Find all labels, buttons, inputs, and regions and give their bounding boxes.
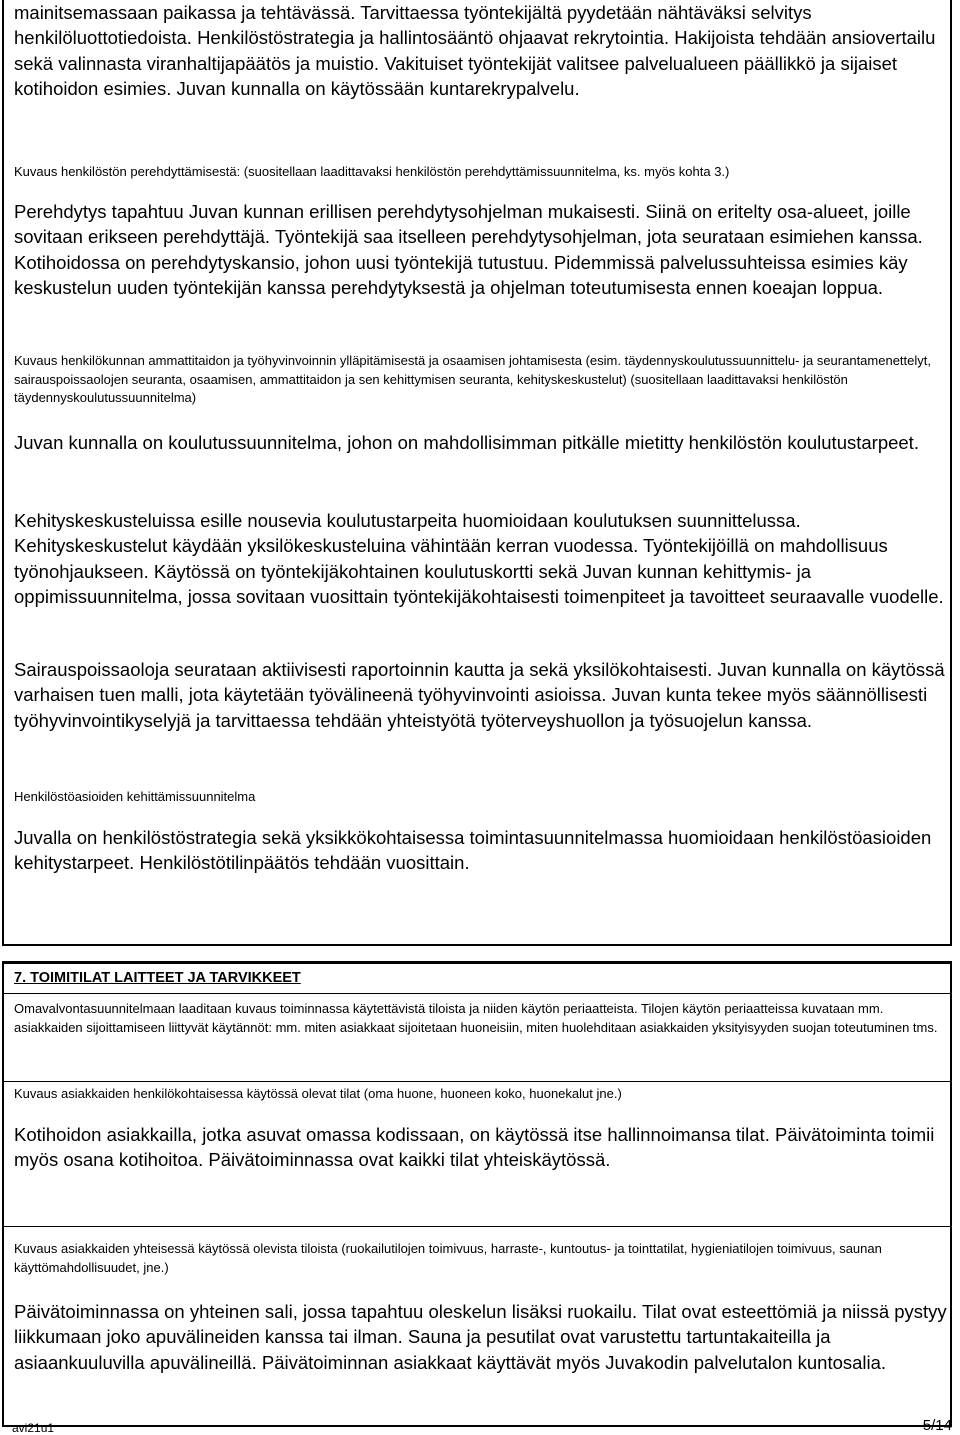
competence-label: Kuvaus henkilökunnan ammattitaidon ja työhyvinvoinnin ylläpitämisestä ja osaamisen johtamisesta (esim. täydennyskoulutussuunnittelu- ja seurantamenettelyt, sairauspoissaolojen seuranta, osaamisen, ammattitaidon ja sen kehittymisen seuranta, kehityskeskustelut) (suositellaan laadittavaksi henkilöstön täydennyskoulutussuunnitelma)	[14, 353, 931, 406]
premises-intro: Omavalvontasuunnitelmaan laaditaan kuvaus toiminnassa käytettävistä tiloista ja niiden käytön periaatteista. Tilojen käytön periaatteissa kuvataan mm. asiakkaiden sijoittamiseen liittyvät käytännöt: mm. miten asiakkaat sijoitetaan huoneisiin, miten huolehditaan asiakkaiden yksityisyyden suojan toteutuminen tms.	[14, 1001, 938, 1035]
competence-text-2: Kehityskeskusteluissa esille nousevia koulutustarpeita huomioidaan koulutuksen suunnittelussa. Kehityskeskustelut käydään yksilökeskusteluina vähintään kerran vuodessa. Työntekijöillä on mahdollisuus työnohjaukseen. Käytössä on työntekijäkohtainen koulutuskortti sekä Juvan kunnan kehittymis- ja oppimissuunnitelma, jossa sovitaan vuosittain työntekijäkohtaisesti toimenpiteet ja tavoitteet seuraavalle vuodelle.	[14, 510, 944, 607]
section-7-box	[2, 961, 952, 1427]
divider	[4, 1081, 950, 1082]
divider	[4, 1226, 950, 1227]
recruitment-paragraph: mainitsemassaan paikassa ja tehtävässä. Tarvittaessa työntekijältä pyydetään nähtäväksi selvitys henkilöluottotiedoista. Henkilöstöstrategia ja hallintosääntö ohjaavat rekrytointia. Hakijoista tehdään ansiovertailu sekä valinnasta viranhaltijapäätös ja muistio. Vakituiset työntekijät valitsee palvelualueen päällikkö ja sijaiset kotihoidon esimies. Juvan kunnalla on käytössään kuntarekrypalvelu.	[14, 2, 936, 99]
competence-text-3: Sairauspoissaoloja seurataan aktiivisesti raportoinnin kautta ja sekä yksilökohtaisesti. Juvan kunnalla on käytössä varhaisen tuen malli, jota käytetään työvälineenä työhyvinvointi asioissa. Juvan kunta tekee myös säännöllisesti työhyvinvointikyselyjä ja tarvittaessa tehdään yhteistyötä työterveyshuollon ja työsuojelun kanssa.	[14, 659, 945, 731]
development-text: Juvalla on henkilöstöstrategia sekä yksikkökohtaisessa toimintasuunnitelmassa huomioidaan henkilöstöasioiden kehitystarpeet. Henkilöstötilinpäätös tehdään vuosittain.	[14, 827, 932, 874]
section-6-box	[2, 0, 952, 946]
competence-text-1: Juvan kunnalla on koulutussuunnitelma, johon on mahdollisimman pitkälle mietitty henkilöstön koulutustarpeet.	[14, 432, 919, 453]
orientation-text: Perehdytys tapahtuu Juvan kunnan erillisen perehdytysohjelman mukaisesti. Siinä on eritelty osa-alueet, joille sovitaan erikseen perehdyttäjä. Työntekijä saa itselleen perehdytysohjelman, jota seurataan esimiehen kanssa. Kotihoidossa on perehdytyskansio, johon uusi työntekijä tutustuu. Pidemmissä palvelussuhteissa esimies käy keskustelun uuden työntekijän kanssa perehdytyksestä ja ohjelman toteutumisesta ennen koeajan loppua.	[14, 201, 923, 298]
document-code: avi21u1	[12, 1421, 55, 1435]
shared-spaces-label: Kuvaus asiakkaiden yhteisessä käytössä olevista tiloista (ruokailutilojen toimivuus, harraste-, kuntoutus- ja tointtatilat, hygieniatilojen toimivuus, saunan käyttömahdollisuudet, jne.)	[14, 1241, 882, 1275]
page-number: 5/14	[922, 1417, 952, 1434]
divider	[4, 993, 950, 994]
personal-spaces-label: Kuvaus asiakkaiden henkilökohtaisessa käytössä olevat tilat (oma huone, huoneen koko, huonekalut jne.)	[14, 1086, 622, 1101]
shared-spaces-text: Päivätoiminnassa on yhteinen sali, jossa tapahtuu oleskelun lisäksi ruokailu. Tilat ovat esteettömiä ja niissä pystyy liikkumaan joko apuvälineiden kanssa tai ilman. Sauna ja pesutilat ovat varustettu tartuntakaiteilla ja asiaankuuluvilla apuvälineillä. Päivätoiminnan asiakkaat käyttävät myös Juvakodin palvelutalon kuntosalia.	[14, 1301, 947, 1373]
personal-spaces-text: Kotihoidon asiakkailla, jotka asuvat omassa kodissaan, on käytössä itse hallinnoimansa tilat. Päivätoiminta toimii myös osana kotihoitoa. Päivätoiminnassa ovat kaikki tilat yhteiskäytössä.	[14, 1124, 935, 1171]
section-7-heading: 7. TOIMITILAT LAITTEET JA TARVIKKEET	[14, 970, 301, 986]
orientation-label: Kuvaus henkilöstön perehdyttämisestä: (suositellaan laadittavaksi henkilöstön perehdyttämissuunnitelma, ks. myös kohta 3.)	[14, 164, 730, 179]
development-label: Henkilöstöasioiden kehittämissuunnitelma	[14, 789, 256, 804]
